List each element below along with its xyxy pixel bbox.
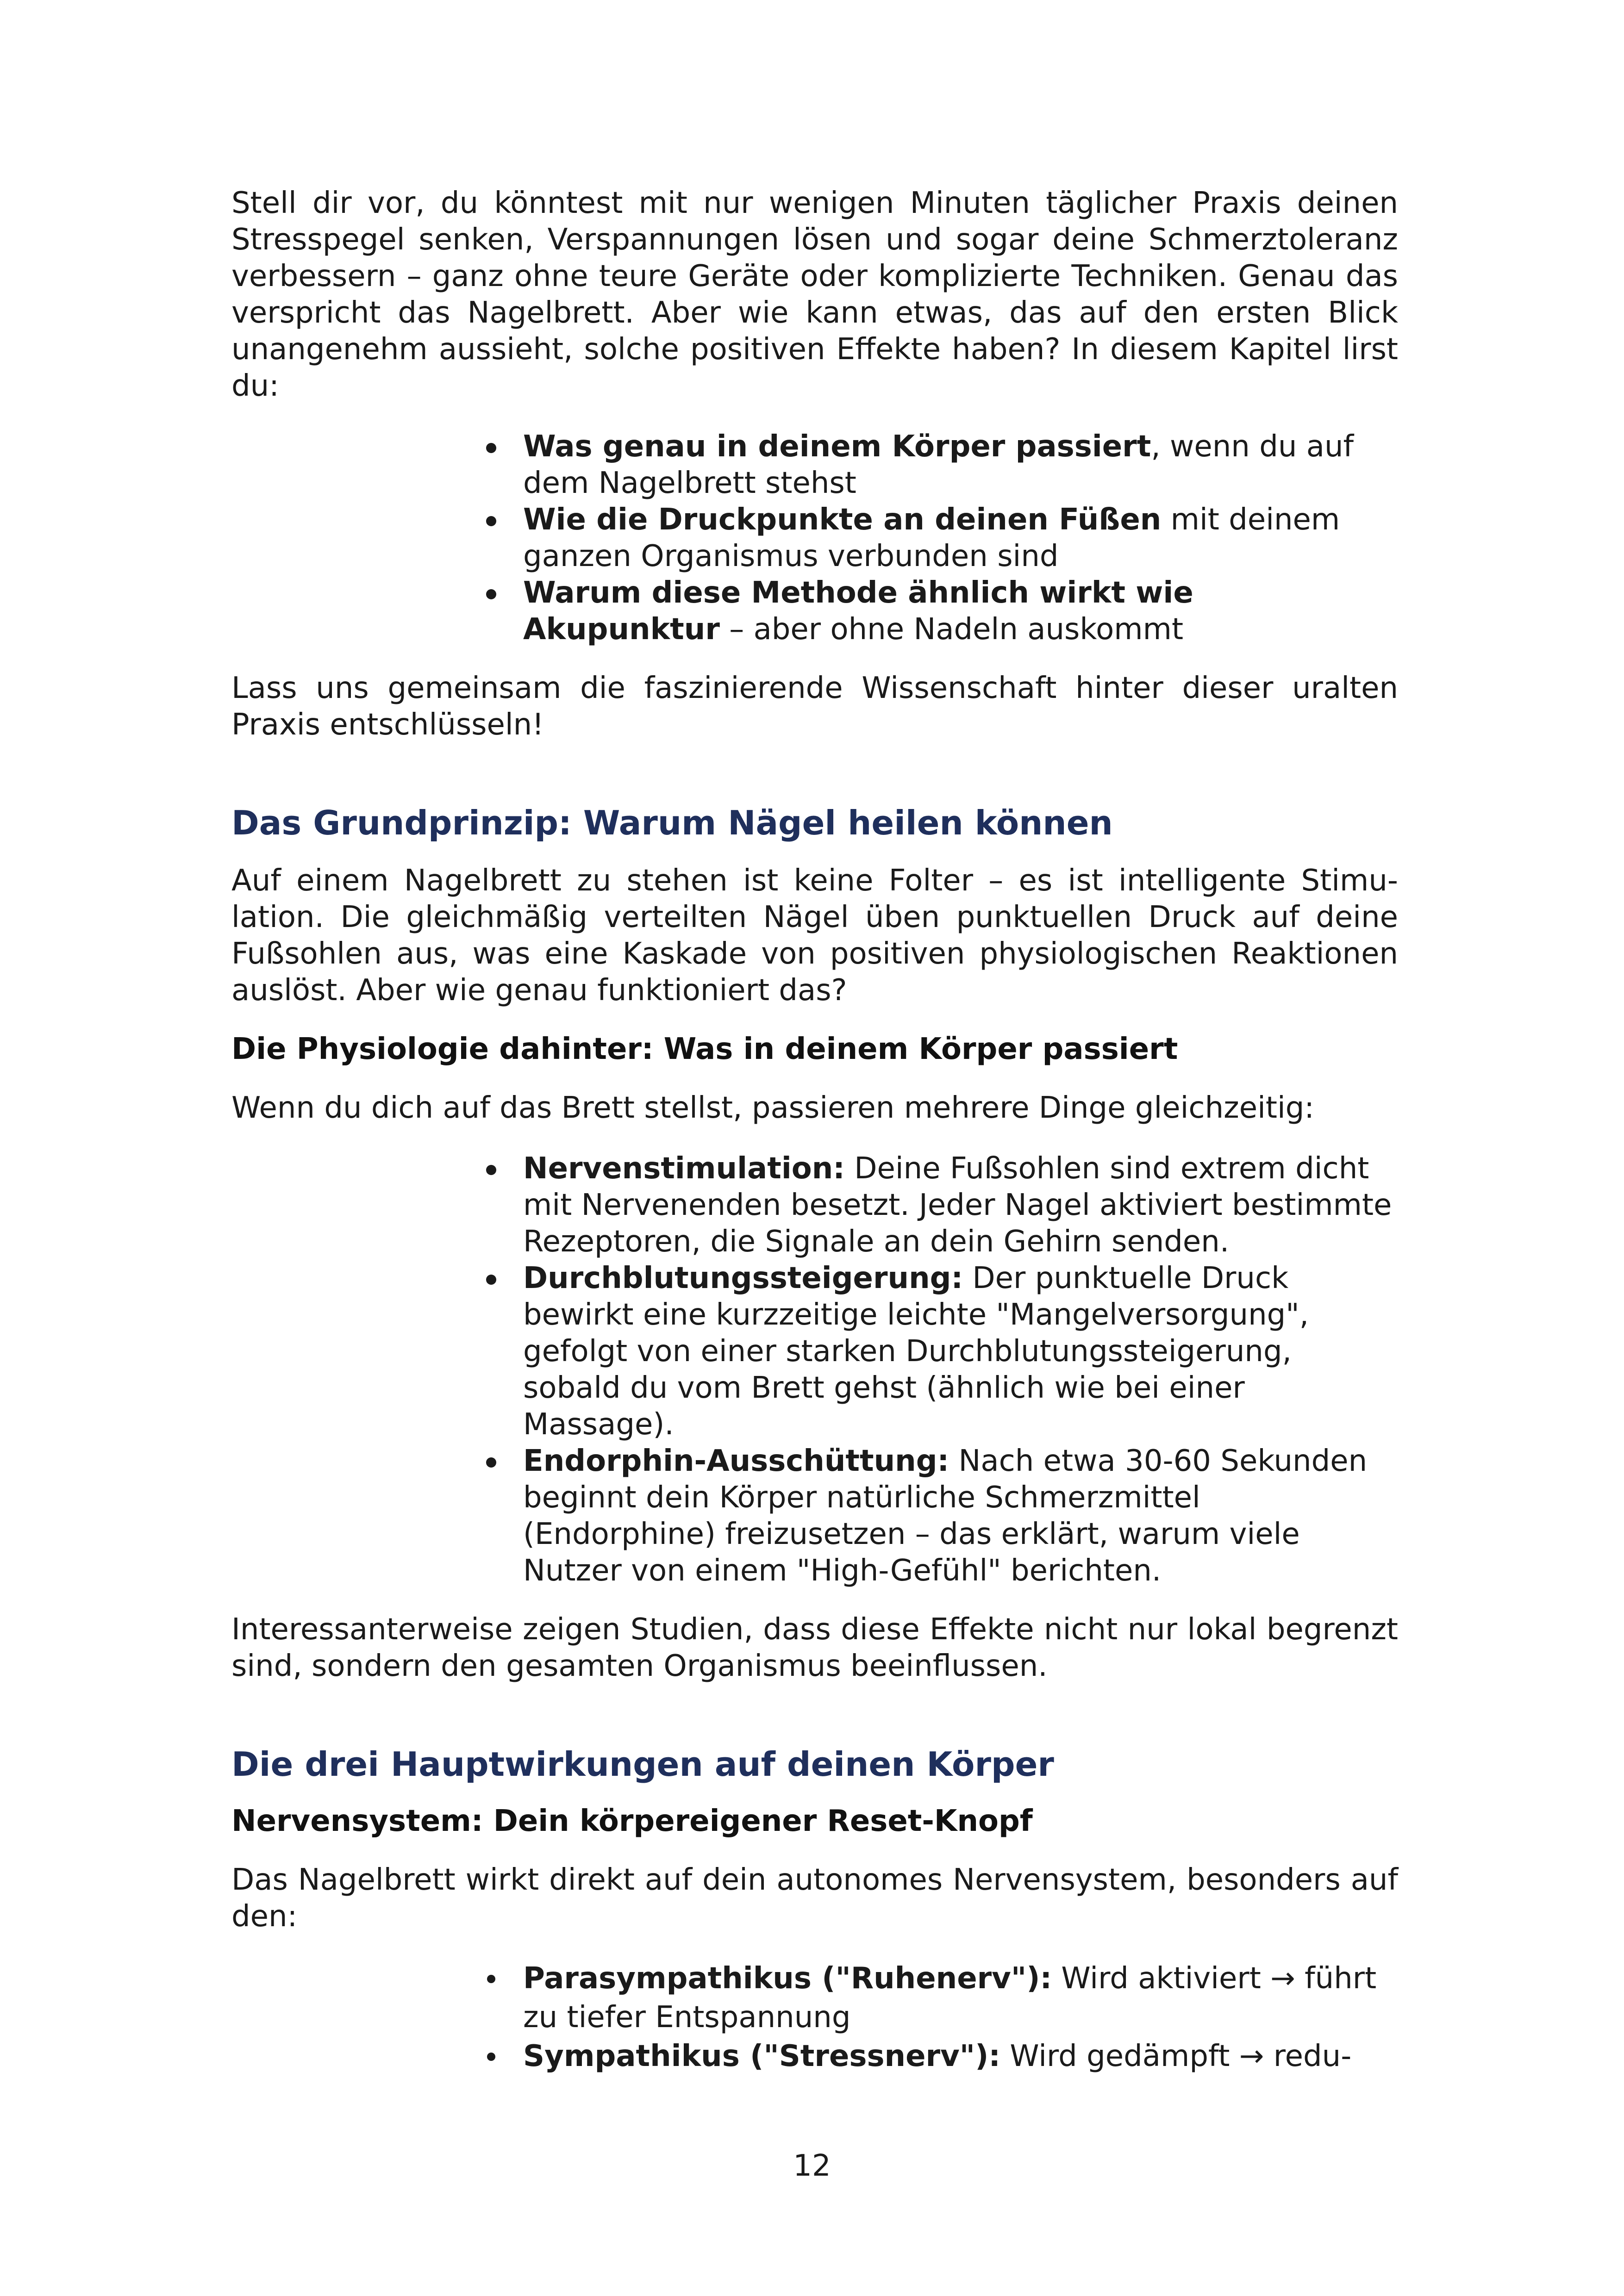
list-item: Warum diese Methode ähnlich wirkt wie Akupunktur – aber ohne Nadeln auskommt	[477, 575, 1398, 648]
page-number: 12	[793, 2149, 831, 2183]
list-item: Durchblutungssteigerung: Der punktuelle Druck bewirkt eine kurzzeitige leichte "Mangelversorgung", gefolgt von einer starken Durchblutungssteigerung, sobald du vom Brett gehst (ähnlich wie bei einer Massage).	[477, 1260, 1398, 1443]
section1-closing-paragraph: Interessanterweise zeigen Studien, dass diese Effekte nicht nur lokal begrenzt sind, sondern den gesamten Organismus beeinflussen.	[231, 1612, 1398, 1683]
bullet-icon	[486, 1165, 496, 1175]
bullet-icon	[486, 516, 496, 526]
section1-paragraph: Auf einem Nagelbrett zu stehen ist keine Folter – es ist intelligente Stimulation. Die gleichmäßig verteilten Nägel üben punktuellen Druck auf deine Fußsohlen aus, was eine Kaskade von positiven physiologischen Reaktionen auslöst. Aber wie genau funktioniert das?	[231, 864, 1398, 1008]
list-item: Endorphin-Ausschüttung: Nach etwa 30-60 Sekunden beginnt dein Körper natürliche Schmerzmittel (Endorphine) freizusetzen – das erklärt, warum viele Nutzer von einem "High-Gefühl" berichten.	[477, 1443, 1398, 1589]
intro-closing-paragraph: Lass uns gemeinsam die faszinierende Wissenschaft hinter dieser uralten Praxis entschlüsseln!	[231, 671, 1398, 742]
list-item: Parasympathikus ("Ruhenerv"): Wird aktiviert → führt zu tiefer Entspannung	[477, 1959, 1398, 2037]
subheading-physiologie: Die Physiologie dahinter: Was in deinem Körper passiert	[231, 1032, 1178, 1066]
physiology-bullet-list	[477, 1151, 1398, 1589]
bullet-icon	[486, 1457, 496, 1468]
bullet-icon	[487, 2053, 495, 2061]
bullet-icon	[486, 589, 496, 599]
nervous-system-bullet-list	[477, 1959, 1398, 2076]
section-heading-grundprinzip: Das Grundprinzip: Warum Nägel heilen können	[231, 803, 1113, 842]
bullet-icon	[486, 1275, 496, 1285]
subheading-nervensystem: Nervensystem: Dein körpereigener Reset-Knopf	[231, 1804, 1033, 1838]
bullet-icon	[486, 443, 496, 453]
intro-bullet-list	[477, 429, 1398, 648]
page-content	[231, 185, 1398, 2076]
bullet-icon	[487, 1975, 495, 1983]
list-item: Sympathikus ("Stressnerv"): Wird gedämpft → redu-	[477, 2037, 1398, 2076]
section1-lead: Wenn du dich auf das Brett stellst, passieren mehrere Dinge gleichzeitig:	[231, 1091, 1314, 1125]
list-item: Was genau in deinem Körper passiert, wenn du auf dem Nagelbrett stehst	[477, 429, 1398, 502]
list-item: Nervenstimulation: Deine Fußsohlen sind extrem dicht mit Nervenenden besetzt. Jeder Nagel aktiviert bestimmte Rezeptoren, die Signale an dein Gehirn senden.	[477, 1151, 1398, 1260]
section-heading-hauptwirkungen: Die drei Hauptwirkungen auf deinen Körper	[231, 1745, 1054, 1784]
section2-lead: Das Nagelbrett wirkt direkt auf dein autonomes Nervensystem, besonders auf den:	[231, 1863, 1398, 1934]
list-item: Wie die Druckpunkte an deinen Füßen mit deinem ganzen Organismus verbunden sind	[477, 502, 1398, 575]
intro-paragraph: Stell dir vor, du könntest mit nur wenigen Minuten täglicher Praxis deinen Stresspegel senken, Verspannungen lösen und sogar deine Schmerztoleranz verbessern – ganz ohne teure Geräte oder komplizierte Techniken. Genau das verspricht das Nagelbrett. Aber wie kann etwas, das auf den ersten Blick unangenehm aussieht, solche positiven Effekte haben? In diesem Kapitel lirst du:	[231, 186, 1398, 403]
